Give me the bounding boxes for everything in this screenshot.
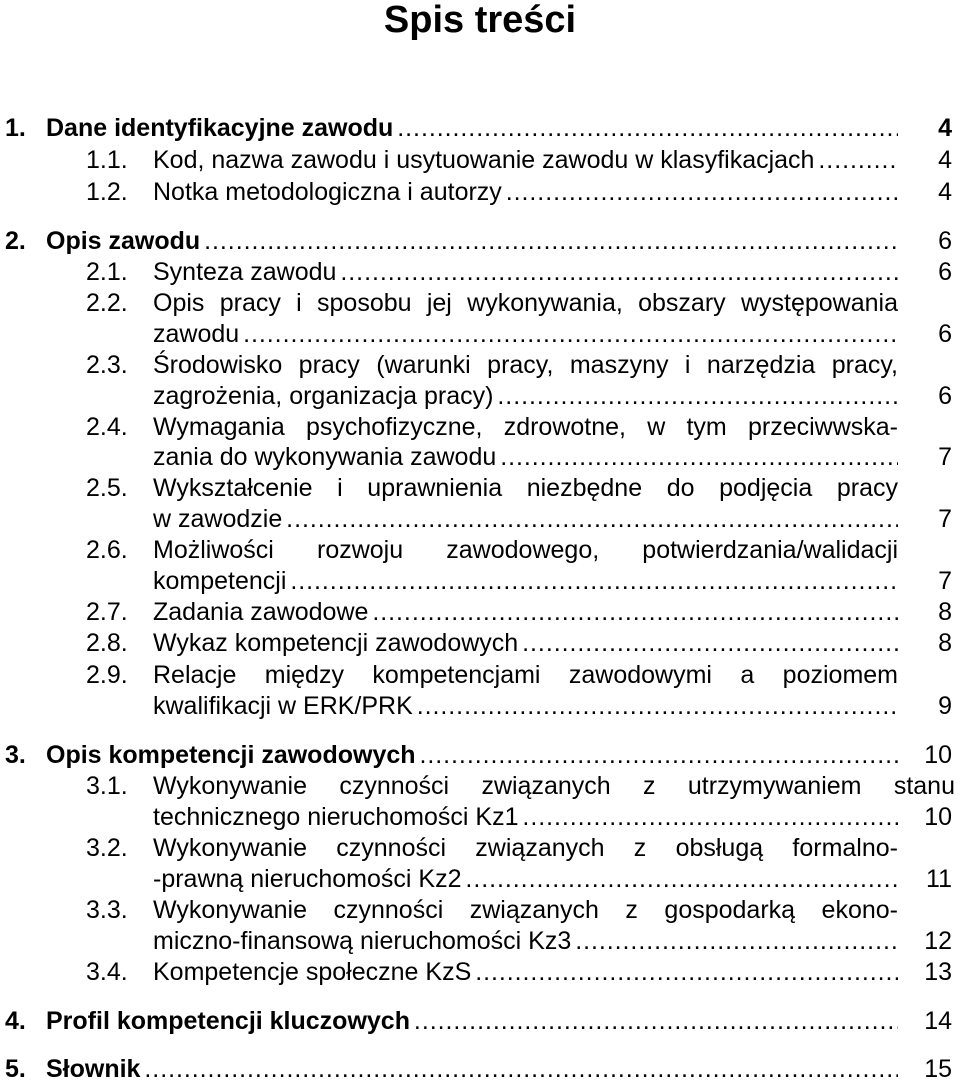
toc-title-continued: kwalifikacji w ERK/PRK . . . bbox=[153, 690, 898, 722]
toc-page: 13 bbox=[924, 958, 952, 986]
toc-entry-2-8[interactable] bbox=[0, 627, 960, 659]
toc-page: 4 bbox=[938, 146, 952, 174]
toc-number: 2. bbox=[5, 227, 26, 255]
toc-number: 1.1. bbox=[86, 146, 128, 174]
toc-entry-2-5-cont[interactable] bbox=[0, 503, 960, 535]
toc-entry-1-2[interactable] bbox=[0, 176, 960, 208]
toc-title: Relacje między kompetencjami zawodowymi a poziomem bbox=[153, 661, 898, 689]
toc-title-continued: -prawną nieruchomości Kz2 . . . bbox=[153, 863, 898, 895]
toc-entry-2-7[interactable] bbox=[0, 596, 960, 628]
toc-title: Opis kompetencji zawodowych . . . bbox=[46, 739, 898, 771]
toc-title-continued: technicznego nieruchomości Kz1 . . . bbox=[153, 801, 898, 833]
toc-entry-1-1[interactable] bbox=[0, 144, 960, 176]
toc-entry-3[interactable] bbox=[0, 739, 960, 771]
toc-number: 3. bbox=[5, 741, 26, 769]
toc-number: 3.4. bbox=[86, 958, 128, 986]
toc-page: 4 bbox=[938, 178, 952, 206]
toc-number: 2.9. bbox=[86, 661, 128, 689]
toc-title: Wykonywanie czynności związanych z utrzymywaniem stanu bbox=[153, 772, 955, 800]
toc-entry-3-2-cont[interactable] bbox=[0, 863, 960, 895]
toc-number: 2.5. bbox=[86, 474, 128, 502]
toc-entry-1[interactable] bbox=[0, 112, 960, 144]
toc-entry-3-1-cont[interactable] bbox=[0, 801, 960, 833]
toc-title-continued: zawodu . . . bbox=[153, 318, 898, 350]
toc-number: 2.6. bbox=[86, 536, 128, 564]
toc-title: Wykaz kompetencji zawodowych . . . bbox=[153, 627, 898, 659]
toc-number: 3.2. bbox=[86, 834, 128, 862]
toc-entry-2-5[interactable] bbox=[0, 472, 960, 504]
toc-number: 1.2. bbox=[86, 178, 128, 206]
toc-number: 4. bbox=[5, 1007, 26, 1035]
toc-page: 11 bbox=[926, 865, 952, 893]
page-title: Spis treści bbox=[383, 0, 577, 41]
toc-number: 2.7. bbox=[86, 598, 128, 626]
toc-page: 15 bbox=[924, 1055, 952, 1083]
toc-number: 3.1. bbox=[86, 772, 128, 800]
toc-page: 4 bbox=[938, 114, 952, 142]
toc-entry-5[interactable] bbox=[0, 1053, 960, 1085]
toc-page: 7 bbox=[938, 567, 952, 595]
toc-page: 6 bbox=[938, 258, 952, 286]
toc-entry-2[interactable] bbox=[0, 225, 960, 257]
toc-page: 10 bbox=[924, 741, 952, 769]
toc-title: Słownik . . . bbox=[46, 1053, 898, 1085]
toc-page: 12 bbox=[924, 927, 952, 955]
toc-number: 2.8. bbox=[86, 629, 128, 657]
toc-entry-2-3-cont[interactable] bbox=[0, 380, 960, 412]
toc-title: Możliwości rozwoju zawodowego, potwierdzania/walidacji bbox=[153, 536, 898, 564]
toc-entry-3-3-cont[interactable] bbox=[0, 925, 960, 957]
toc-page: 7 bbox=[938, 505, 952, 533]
toc-title-continued: miczno-finansową nieruchomości Kz3 . . . bbox=[153, 925, 898, 957]
toc-number: 3.3. bbox=[86, 896, 128, 924]
toc-entry-2-4[interactable] bbox=[0, 411, 960, 443]
toc-title: Notka metodologiczna i autorzy . . . bbox=[153, 176, 898, 208]
toc-page: 6 bbox=[938, 382, 952, 410]
toc-title: Środowisko pracy (warunki pracy, maszyny i narzędzia pracy, bbox=[153, 351, 898, 379]
toc-title: Kompetencje społeczne KzS . . . bbox=[153, 956, 898, 988]
toc-title-continued: zagrożenia, organizacja pracy) . . . bbox=[153, 380, 898, 412]
toc-title: Kod, nazwa zawodu i usytuowanie zawodu w klasyfikacjach . . . bbox=[153, 144, 898, 176]
toc-entry-3-4[interactable] bbox=[0, 956, 960, 988]
toc-title: Synteza zawodu . . . bbox=[153, 256, 898, 288]
toc-title: Profil kompetencji kluczowych . . . bbox=[46, 1005, 898, 1037]
toc-title: Wykształcenie i uprawnienia niezbędne do podjęcia pracy bbox=[153, 474, 898, 502]
toc-entry-2-3[interactable] bbox=[0, 349, 960, 381]
toc-number: 2.3. bbox=[86, 351, 128, 379]
toc-number: 1. bbox=[5, 114, 26, 142]
toc-title: Opis pracy i sposobu jej wykonywania, obszary występowania bbox=[153, 289, 898, 317]
toc-entry-4[interactable] bbox=[0, 1005, 960, 1037]
toc-title: Wykonywanie czynności związanych z gospodarką ekono- bbox=[153, 896, 898, 924]
toc-entry-3-3[interactable] bbox=[0, 894, 960, 926]
toc-entry-2-9[interactable] bbox=[0, 659, 960, 691]
toc-page: 8 bbox=[938, 598, 952, 626]
toc-title-continued: zania do wykonywania zawodu . . . bbox=[153, 441, 898, 473]
toc-entry-2-2[interactable] bbox=[0, 287, 960, 319]
toc-title: Dane identyfikacyjne zawodu . . . bbox=[46, 112, 898, 144]
toc-entry-2-1[interactable] bbox=[0, 256, 960, 288]
toc-page: 6 bbox=[938, 320, 952, 348]
toc-title: Wykonywanie czynności związanych z obsługą formalno- bbox=[153, 834, 898, 862]
toc-title: Wymagania psychofizyczne, zdrowotne, w tym przeciwwska- bbox=[153, 413, 898, 441]
toc-title: Zadania zawodowe . . . bbox=[153, 596, 898, 628]
toc-page: 9 bbox=[938, 692, 952, 720]
toc-page: 6 bbox=[938, 227, 952, 255]
toc-entry-2-6-cont[interactable] bbox=[0, 565, 960, 597]
toc-entry-2-6[interactable] bbox=[0, 534, 960, 566]
toc-page: 7 bbox=[938, 443, 952, 471]
toc-number: 2.4. bbox=[86, 413, 128, 441]
toc-page: 8 bbox=[938, 629, 952, 657]
toc-entry-2-4-cont[interactable] bbox=[0, 441, 960, 473]
toc-entry-2-9-cont[interactable] bbox=[0, 690, 960, 722]
toc-number: 2.2. bbox=[86, 289, 128, 317]
toc-title: Opis zawodu . . . bbox=[46, 225, 898, 257]
toc-number: 5. bbox=[5, 1055, 26, 1083]
toc-page: 14 bbox=[924, 1007, 952, 1035]
toc-entry-3-1[interactable] bbox=[0, 770, 960, 802]
toc-title-continued: w zawodzie . . . bbox=[153, 503, 898, 535]
toc-entry-2-2-cont[interactable] bbox=[0, 318, 960, 350]
toc-title-continued: kompetencji . . . bbox=[153, 565, 898, 597]
toc-number: 2.1. bbox=[86, 258, 128, 286]
toc-page: 10 bbox=[924, 803, 952, 831]
toc-entry-3-2[interactable] bbox=[0, 832, 960, 864]
